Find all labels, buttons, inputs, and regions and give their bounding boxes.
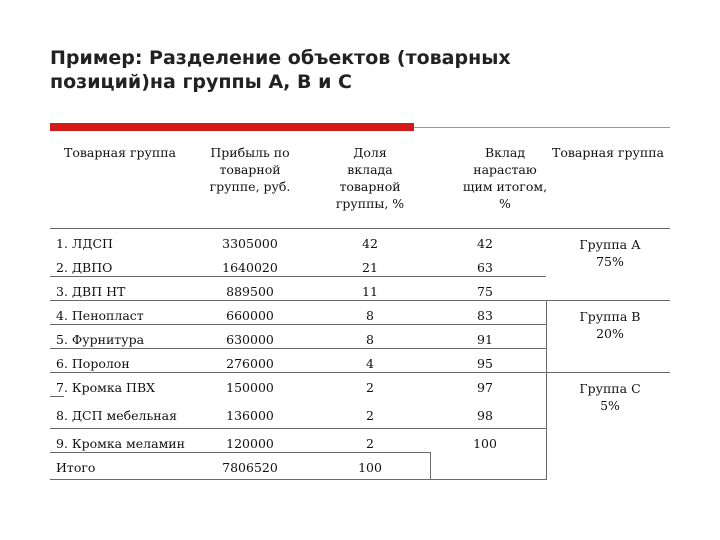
grid-line: [546, 300, 547, 480]
row-cumulative: 97: [477, 380, 493, 395]
header-product-group: Товарная группа: [63, 145, 177, 160]
row-share: 8: [366, 308, 374, 323]
header-cumulative: Вклад нарастаю щим итогом, %: [462, 145, 548, 211]
grid-line: [50, 396, 64, 397]
row-item-name: 9. Кромка меламин: [56, 436, 185, 451]
grid-line: [50, 324, 546, 325]
grid-line: [50, 300, 670, 301]
row-cumulative: 100: [473, 436, 497, 451]
grid-line: [50, 372, 670, 373]
row-item-name: 6. Поролон: [56, 356, 130, 371]
group-a-pct: 75%: [596, 254, 624, 269]
group-a-cell: [550, 236, 670, 270]
slide-title-line-1: Пример: Разделение объектов (товарных: [50, 47, 511, 69]
row-cumulative: 95: [477, 356, 493, 371]
group-c-pct: 5%: [600, 398, 620, 413]
row-item-name: 3. ДВП НТ: [56, 284, 126, 299]
group-b-pct: 20%: [596, 326, 624, 341]
row-share: 42: [362, 236, 378, 251]
title-accent-bar: [50, 123, 414, 131]
group-a-label: Группа А: [579, 237, 641, 252]
row-profit: 889500: [226, 284, 274, 299]
header-share: Доля вклада товарной группы, %: [335, 145, 405, 211]
grid-line: [50, 276, 546, 277]
row-profit: 120000: [226, 436, 274, 451]
grid-line: [50, 348, 546, 349]
row-profit: 660000: [226, 308, 274, 323]
slide-title-line-2: позиций)на группы А, B и C: [50, 71, 352, 93]
grid-line: [50, 228, 670, 229]
group-b-cell: [550, 308, 670, 342]
group-c-label: Группа С: [579, 381, 641, 396]
row-item-name: 2. ДВПО: [56, 260, 113, 275]
row-profit: 136000: [226, 408, 274, 423]
row-cumulative: 91: [477, 332, 493, 347]
row-share: 21: [362, 260, 378, 275]
grid-line: [50, 428, 546, 429]
row-cumulative: 42: [477, 236, 493, 251]
row-share: 100: [358, 460, 382, 475]
group-b-label: Группа В: [579, 309, 641, 324]
row-cumulative: 75: [477, 284, 493, 299]
row-item-name: 7. Кромка ПВХ: [56, 380, 156, 395]
row-profit: 630000: [226, 332, 274, 347]
row-share: 8: [366, 332, 374, 347]
row-share: 4: [366, 356, 374, 371]
grid-line: [430, 452, 431, 480]
row-profit: 276000: [226, 356, 274, 371]
row-profit: 1640020: [222, 260, 278, 275]
slide-title: [50, 46, 650, 94]
row-item-name: 1. ЛДСП: [56, 236, 113, 251]
row-profit: 3305000: [222, 236, 278, 251]
row-cumulative: 83: [477, 308, 493, 323]
header-profit: Прибыль по товарной группе, руб.: [209, 145, 291, 194]
row-item-name: 4. Пенопласт: [56, 308, 144, 323]
abc-table: [50, 140, 670, 480]
row-share: 2: [366, 436, 374, 451]
row-profit: 150000: [226, 380, 274, 395]
group-c-cell: [550, 380, 670, 414]
grid-line: [50, 479, 546, 480]
row-item-name: 5. Фурнитура: [56, 332, 145, 347]
row-item-name: Итого: [56, 460, 96, 475]
row-profit: 7806520: [222, 460, 278, 475]
row-item-name: 8. ДСП мебельная: [56, 408, 177, 423]
grid-line: [50, 452, 430, 453]
row-cumulative: 63: [477, 260, 493, 275]
row-share: 11: [362, 284, 378, 299]
row-cumulative: 98: [477, 408, 493, 423]
row-share: 2: [366, 408, 374, 423]
row-share: 2: [366, 380, 374, 395]
header-product-group-2: Товарная группа: [551, 145, 665, 160]
